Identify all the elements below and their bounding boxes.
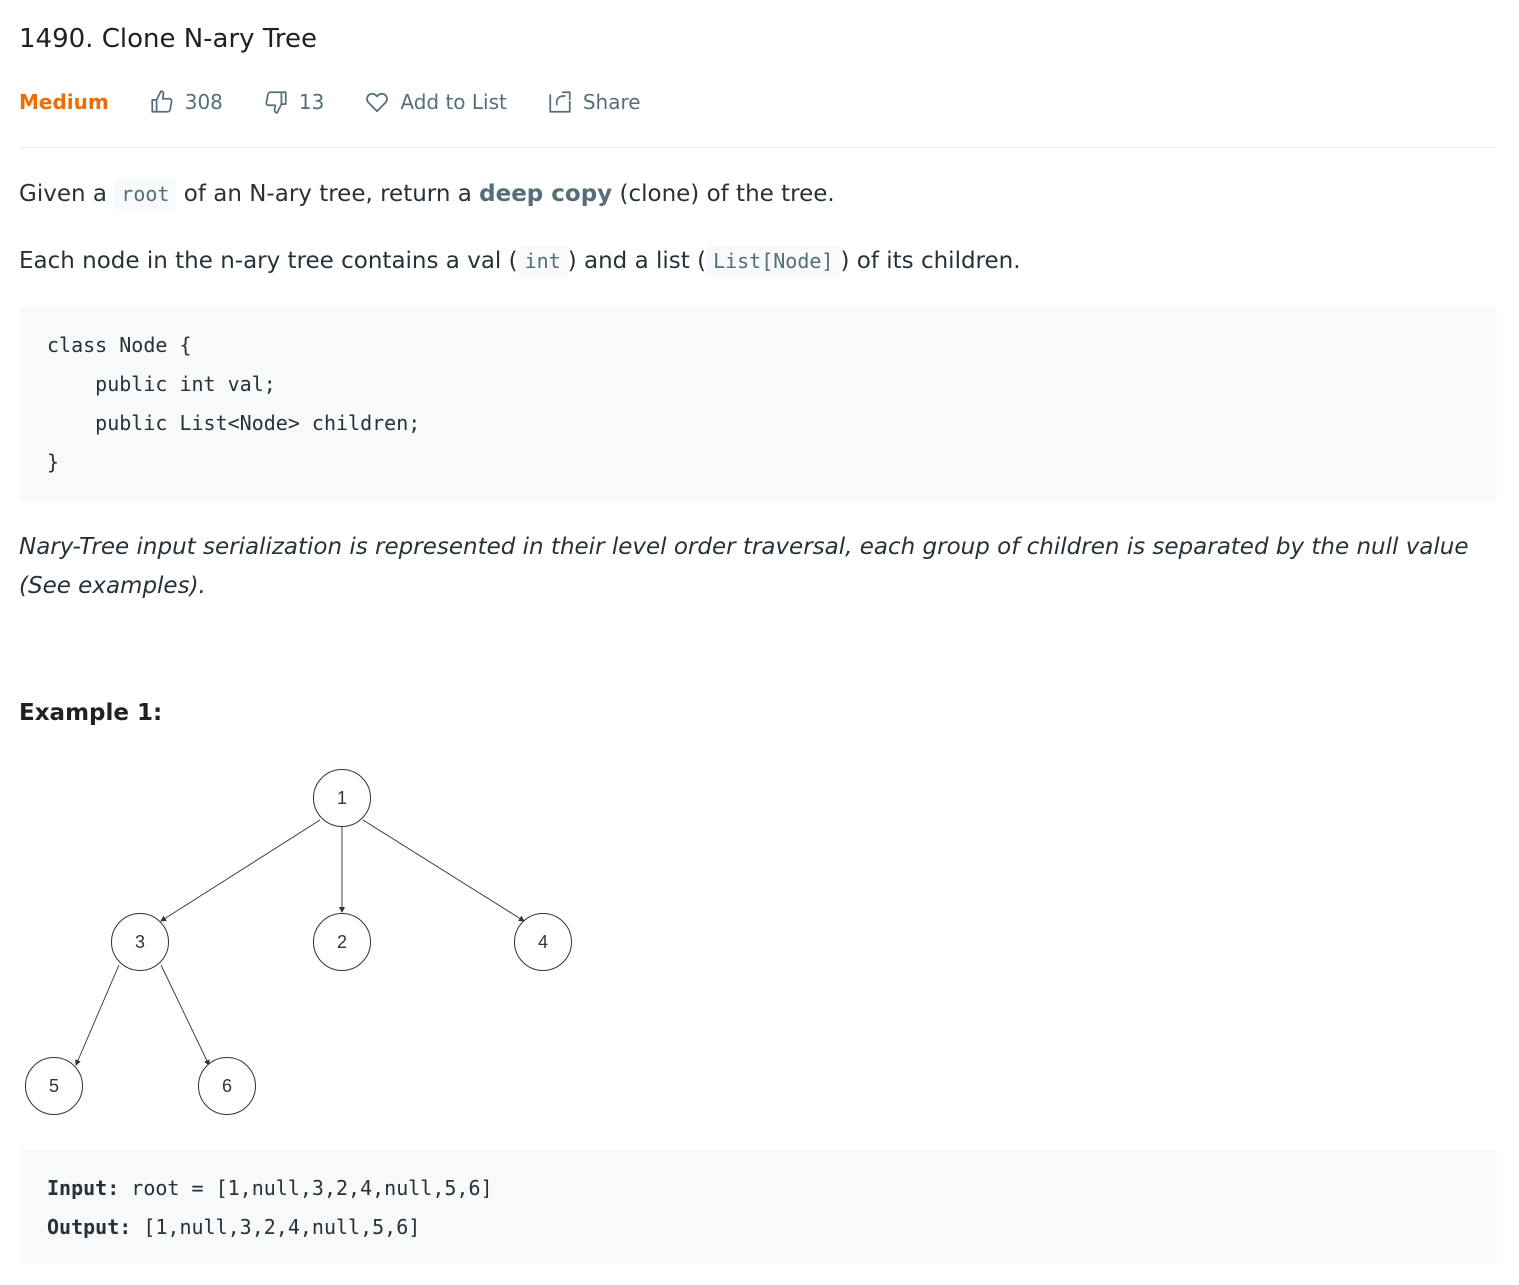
output-label: Output: [47,1215,132,1239]
serialization-note: Nary-Tree input serialization is represented in their level order traversal, each group of children is separated by the null value (See examples). [19,534,1469,599]
like-count: 308 [184,90,223,114]
dislike-count: 13 [298,90,325,114]
code-line: } [47,450,60,474]
emphasis-deep-copy: deep copy [479,181,613,207]
tree-edge [76,965,119,1065]
dislike-button[interactable] [263,89,324,115]
code-line: public List<Node> children; [47,411,421,435]
add-to-list-button[interactable] [364,89,506,115]
share-button[interactable] [547,89,641,115]
input-line [47,1169,493,1208]
share-icon [547,89,573,115]
header-divider [19,147,1497,148]
thumbs-down-icon [263,89,289,115]
output-line [47,1208,420,1247]
tree-node-label: 5 [48,1076,60,1096]
output-value: [1,null,3,2,4,null,5,6] [131,1215,421,1239]
input-label: Input: [47,1176,120,1200]
tree-node-label: 6 [221,1076,233,1096]
description-paragraph-2: Each node in the n-ary tree contains a val ( int ) and a list ( List[Node] ) of its children. [19,248,1021,274]
add-to-list-label: Add to List [400,90,507,114]
tree-node-label: 3 [134,932,146,952]
problem-title: 1490. Clone N-ary Tree [19,24,317,54]
tree-edge [161,965,209,1065]
heart-icon [364,89,390,115]
difficulty-badge: Medium [19,90,109,114]
tree-node-label: 4 [537,932,549,952]
code-line: class Node { [47,333,192,357]
thumbs-up-icon [149,89,175,115]
description-paragraph-1: Given a root of an N-ary tree, return a deep copy (clone) of the tree. [19,181,835,207]
example-1-tree-diagram [19,760,619,1125]
code-line: public int val; [47,372,276,396]
like-button[interactable] [149,89,223,115]
input-value: root = [1,null,3,2,4,null,5,6] [119,1176,493,1200]
inline-code-int: int [518,246,568,276]
tree-node-label: 2 [336,932,348,952]
inline-code-list-node: List[Node] [706,246,840,276]
tree-edge [161,820,320,921]
example-1-title: Example 1: [19,700,163,726]
example-1-io-block [19,1150,1497,1264]
tree-node-label: 1 [336,788,348,808]
tree-edge [363,820,524,921]
node-class-code-block [19,308,1497,502]
share-label: Share [582,90,641,114]
inline-code-root: root [114,179,176,209]
problem-meta-bar [19,86,641,118]
